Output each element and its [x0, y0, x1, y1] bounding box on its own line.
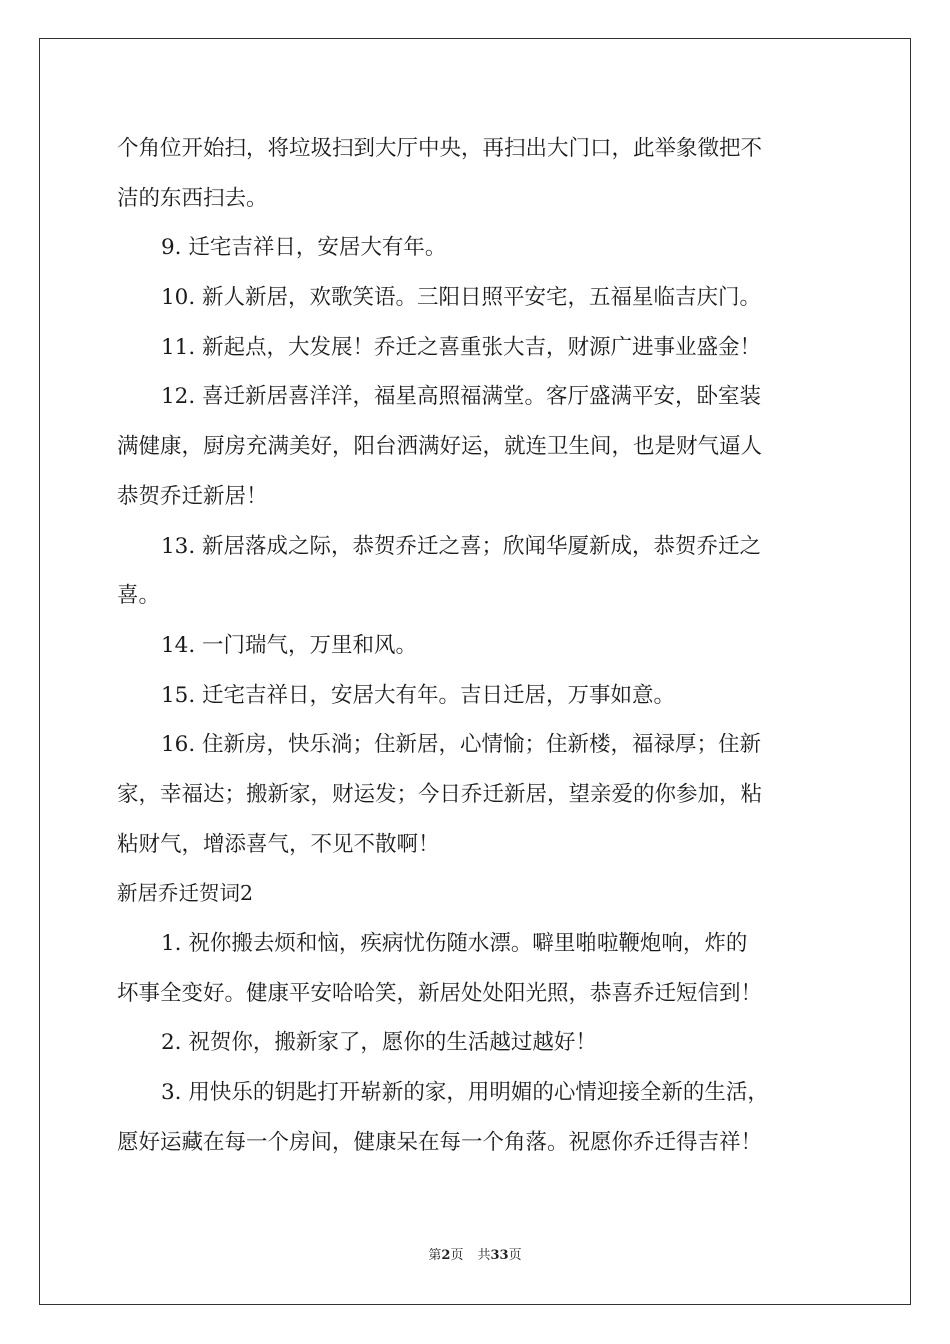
list-item: 13. 新居落成之际，恭贺乔迁之喜；欣闻华厦新成，恭贺乔迁之 — [161, 533, 762, 559]
text-line: 愿好运藏在每一个房间，健康呆在每一个角落。祝愿你乔迁得吉祥！ — [117, 1129, 763, 1155]
list-item: 15. 迁宅吉祥日，安居大有年。吉日迁居，万事如意。 — [161, 682, 676, 708]
total-prefix: 共 — [477, 1248, 491, 1263]
text-line: 个角位开始扫，将垃圾扫到大厅中央，再扫出大门口，此举象徵把不 — [117, 136, 763, 161]
document-body — [117, 124, 833, 1167]
list-item: 10. 新人新居，欢歌笑语。三阳日照平安宅，五福星临吉庆门。 — [161, 285, 762, 311]
total-pages: 33 — [490, 1248, 509, 1263]
list-item: 3. 用快乐的钥匙打开崭新的家，用明媚的心情迎接全新的生活， — [161, 1080, 769, 1106]
page-prefix: 第 — [428, 1248, 442, 1263]
page-unit: 页 — [450, 1248, 464, 1263]
list-item: 9. 迁宅吉祥日，安居大有年。 — [161, 235, 447, 261]
text-line: 粘财气，增添喜气，不见不散啊！ — [117, 831, 440, 857]
list-item: 14. 一门瑞气，万里和风。 — [161, 632, 418, 658]
text-line: 满健康，厨房充满美好，阳台洒满好运，就连卫生间，也是财气逼人 — [117, 434, 763, 460]
page-number: 2 — [441, 1248, 451, 1263]
text-line: 恭贺乔迁新居！ — [117, 483, 268, 509]
total-unit: 页 — [508, 1248, 522, 1263]
section-heading: 新居乔迁贺词2 — [117, 881, 254, 906]
page-footer — [0, 1246, 950, 1266]
list-item: 12. 喜迁新居喜洋洋，福星高照福满堂。客厅盛满平安，卧室装 — [161, 384, 762, 410]
text-line: 家，幸福达；搬新家，财运发；今日乔迁新居，望亲爱的你参加，粘 — [117, 781, 763, 807]
list-item: 11. 新起点，大发展！乔迁之喜重张大吉，财源广进事业盛金！ — [161, 334, 762, 360]
list-item: 2. 祝贺你，搬新家了，愿你的生活越过越好！ — [161, 1030, 597, 1056]
list-item: 16. 住新房，快乐淌；住新居，心情愉；住新楼，福禄厚；住新 — [161, 732, 762, 758]
text-line: 洁的东西扫去。 — [117, 185, 268, 211]
list-item: 1. 祝你搬去烦和恼，疾病忧伤随水漂。噼里啪啦鞭炮响，炸的 — [161, 931, 748, 956]
text-line: 坏事全变好。健康平安哈哈笑，新居处处阳光照，恭喜乔迁短信到！ — [117, 980, 763, 1006]
text-line: 喜。 — [117, 583, 161, 609]
